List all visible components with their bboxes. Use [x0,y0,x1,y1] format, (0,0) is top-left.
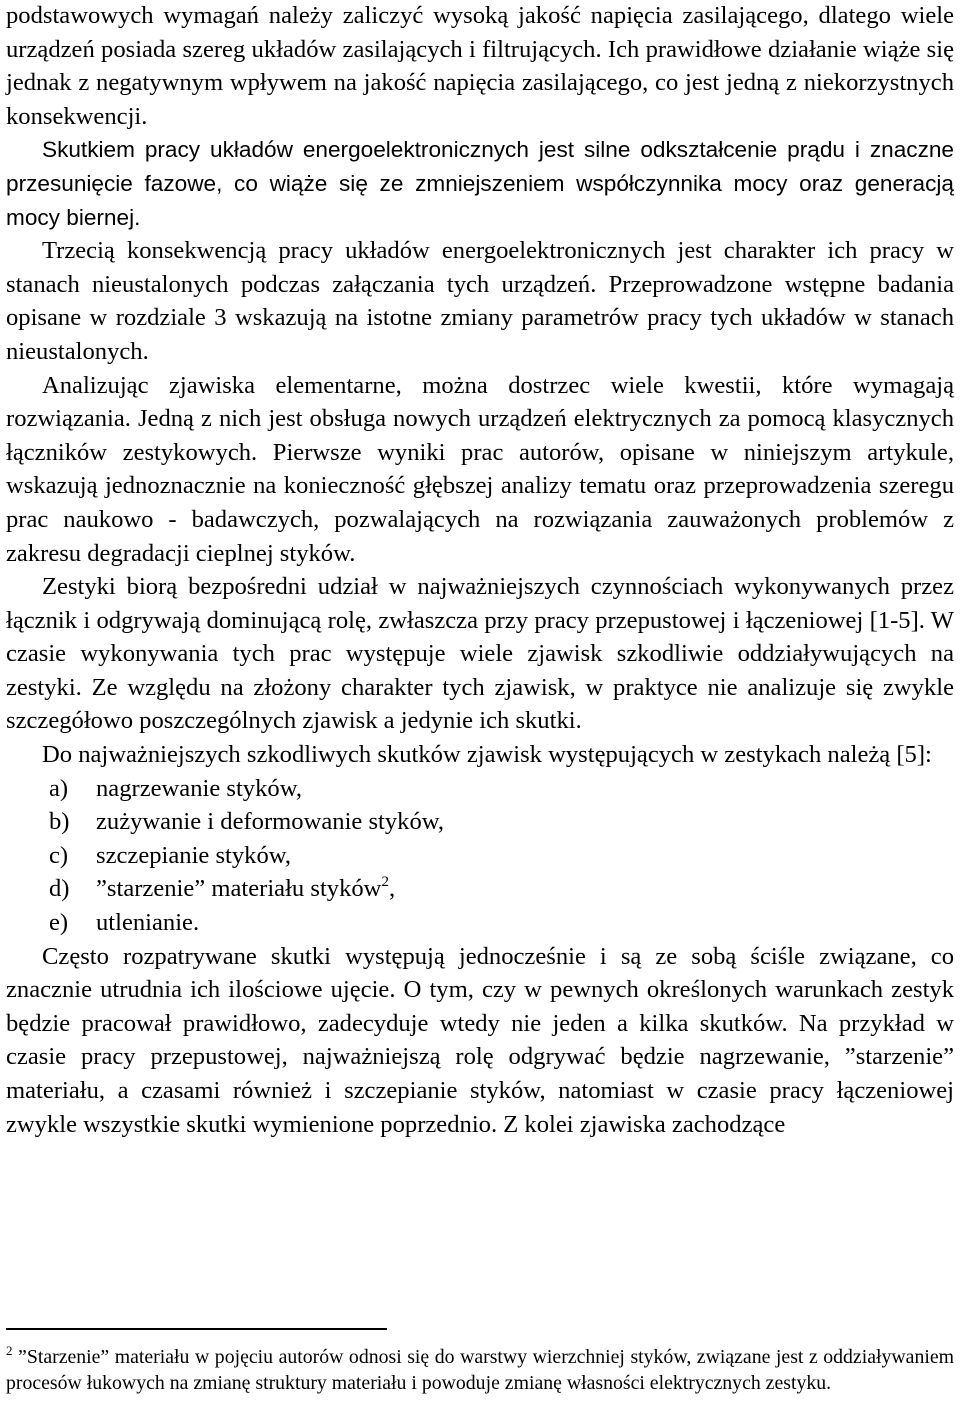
paragraph-3: Trzecią konsekwencją pracy układów energoelektronicznych jest charakter ich pracy w stanach nieustalonych podczas załączania tych urządzeń. Przeprowadzone wstępne badania opisane w rozdziale 3 wskazują na istotne zmiany parametrów pracy tych układów w stanach nieustalonych. [6,237,954,365]
list-item [49,872,954,906]
list-item-text: szczepianie styków, [96,841,292,869]
list-marker: e) [49,909,69,937]
list-item [49,906,954,940]
list-item [49,839,954,873]
paragraph-5: Zestyki biorą bezpośredni udział w najważniejszych czynnościach wykonywanych przez łącznik i odgrywają dominującą rolę, zwłaszcza przy pracy przepustowej i łączeniowej [1-5]. W czasie wykonywania tych prac występuje wiele zjawisk szkodliwie oddziaływujących na zestyki. Ze względu na złożony charakter tych zjawisk, w praktyce nie analizuje się zwykle szczegółowo poszczególnych zjawisk a jedynie ich skutki. [6,573,954,735]
footnote [6,1344,954,1397]
footnote-reference: 2 [381,874,389,891]
footnote-number: 2 [6,1343,13,1358]
list-marker: d) [49,875,70,903]
paragraph-1: podstawowych wymagań należy zaliczyć wysoką jakość napięcia zasilającego, dlatego wiele urządzeń posiada szereg układów zasilających i filtrujących. Ich prawidłowe działanie wiąże się jednak z negatywnym wpływem na jakość napięcia zasilającego, co jest jedną z niekorzystnych konsekwencji. [6,2,954,130]
list-item-text: ”starzenie” materiału styków [96,875,382,903]
paragraph-4: Analizując zjawiska elementarne, można dostrzec wiele kwestii, które wymagają rozwiązania. Jedną z nich jest obsługa nowych urządzeń elektrycznych za pomocą klasycznych łączników zestykowych. Pierwsze wyniki prac autorów, opisane w niniejszym artykule, wskazują jednoznacznie na konieczność głębszej analizy tematu oraz przeprowadzenia szeregu prac naukowo - badawczych, pozwalających na rozwiązania zauważonych problemów z zakresu degradacji cieplnej styków. [6,371,954,567]
effects-list [6,772,954,940]
document-body [6,0,954,1141]
list-item [49,805,954,839]
list-item-text: zużywanie i deformowanie styków, [96,808,445,836]
paragraph-7: Często rozpatrywane skutki występują jednocześnie i są ze sobą ściśle związane, co znacznie utrudnia ich ilościowe ujęcie. O tym, czy w pewnych określonych warunkach zestyk będzie pracował prawidłowo, zadecyduje wtedy nie jeden a kilka skutków. Na przykład w czasie pracy przepustowej, najważniejszą rolę odgrywać będzie nagrzewanie, ”starzenie” materiału, a czasami również i szczepianie styków, natomiast w czasie pracy łączeniowej zwykle wszystkie skutki wymienione poprzednio. Z kolei zjawiska zachodzące [6,942,954,1138]
list-marker: b) [49,808,70,836]
list-item-text: utlenianie. [96,909,200,937]
list-marker: a) [49,774,69,802]
list-marker: c) [49,841,69,869]
paragraph-6: Do najważniejszych szkodliwych skutków zjawisk występujących w zestykach należą [5]: [42,741,932,769]
footnote-divider [6,1328,387,1330]
footnote-text: ”Starzenie” materiału w pojęciu autorów odnosi się do warstwy wierzchniej styków, związane jest z oddziaływaniem procesów łukowych na zmianę struktury materiału i powoduje zmianę własności elektrycznych zestyku. [6,1346,954,1395]
list-item-text: nagrzewanie styków, [96,774,303,802]
list-item [49,772,954,806]
list-item-tail: , [388,875,396,903]
paragraph-2: Skutkiem pracy układów energoelektronicznych jest silne odkształcenie prądu i znaczne przesunięcie fazowe, co wiąże się ze zmniejszeniem współczynnika mocy oraz generacją mocy biernej. [6,137,954,230]
